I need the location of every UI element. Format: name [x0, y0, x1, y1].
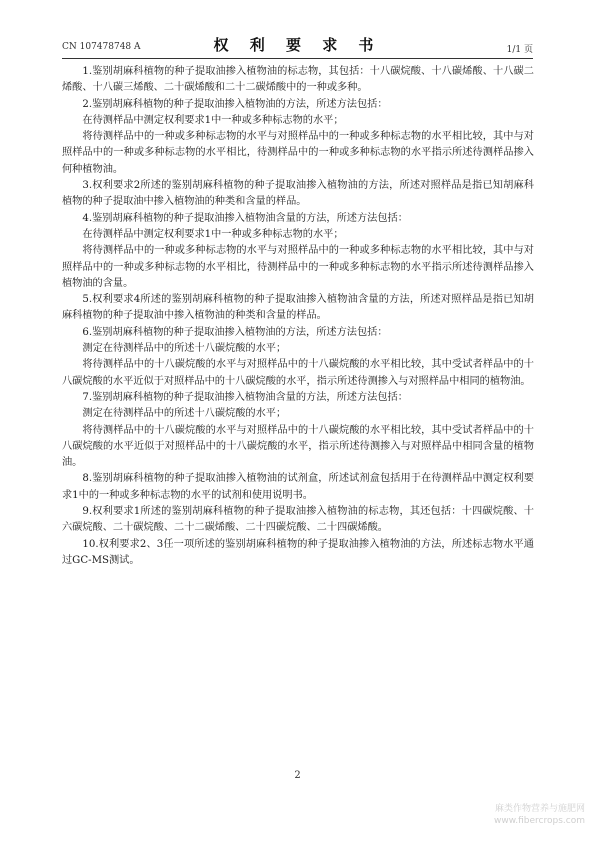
claim-paragraph: 10.权利要求2、3任一项所述的鉴别胡麻科植物的种子提取油掺入植物油的方法，所述标志物水平通过GC-MS测试。: [62, 538, 534, 566]
publication-number: CN 107478748 A: [62, 42, 141, 52]
claim-paragraph: 测定在待测样品中的所述十八碳烷酸的水平；: [82, 343, 287, 355]
claim-paragraph: 在待测样品中测定权利要求1中一种或多种标志物的水平；: [82, 228, 344, 240]
claim-paragraph: 将待测样品中的一种或多种标志物的水平与对照样品中的一种或多种标志物的水平相比较，其中与对照样品中的一种或多种标志物的水平相比，待测样品中的一种或多种标志物的水平指示所述待测样品掺入何种植物油。: [62, 131, 534, 175]
page-number: 2: [294, 770, 301, 781]
claim-paragraph: 2.鉴别胡麻科植物的种子提取油掺入植物油的方法，所述方法包括：: [82, 98, 388, 110]
site-watermark: [415, 803, 585, 827]
claim-paragraph: 将待测样品中的十八碳烷酸的水平与对照样品中的十八碳烷酸的水平相比较，其中受试者样品中的十八碳烷酸的水平近似于对照样品中的十八碳烷酸的水平，指示所述待测掺入与对照样品中相同的植物油。: [62, 359, 534, 387]
watermark-site-name: 麻类作物营养与施肥网: [494, 804, 585, 814]
claim-paragraph: 5.权利要求4所述的鉴别胡麻科植物的种子提取油掺入植物油含量的方法，所述对照样品是指已知胡麻科植物的种子提取油中掺入植物油的种类和含量的样品。: [62, 294, 534, 322]
claim-paragraph: 7.鉴别胡麻科植物的种子提取油掺入植物油含量的方法，所述方法包括：: [82, 391, 408, 403]
watermark-url: www.fibercrops.com: [494, 816, 585, 826]
page-title: 权 利 要 求 书: [213, 36, 382, 54]
header-divider: [62, 58, 533, 59]
claim-paragraph: 在待测样品中测定权利要求1中一种或多种标志物的水平；: [82, 114, 344, 126]
page-indicator: 1/1 页: [506, 45, 533, 55]
claims-body: [62, 64, 534, 569]
claim-paragraph: 3.权利要求2所述的鉴别胡麻科植物的种子提取油掺入植物油的方法，所述对照样品是指已知胡麻科植物的种子提取油中掺入植物油的种类和含量的样品。: [62, 180, 534, 208]
claim-paragraph: 6.鉴别胡麻科植物的种子提取油掺入植物油的方法，所述方法包括：: [82, 326, 388, 338]
claim-paragraph: 测定在待测样品中的所述十八碳烷酸的水平；: [82, 408, 287, 420]
claim-paragraph: 8.鉴别胡麻科植物的种子提取油掺入植物油的试剂盒，所述试剂盒包括用于在待测样品中测定权利要求1中的一种或多种标志物的水平的试剂和使用说明书。: [62, 473, 534, 501]
claim-paragraph: 9.权利要求1所述的鉴别胡麻科植物的种子提取油掺入植物油的标志物，其还包括：十四碳烷酸、十六碳烷酸、二十碳烷酸、二十二碳烯酸、二十四碳烷酸、二十四碳烯酸。: [62, 506, 534, 534]
document-header: [62, 32, 533, 58]
claim-paragraph: 1.鉴别胡麻科植物的种子提取油掺入植物油的标志物，其包括：十八碳烷酸、十八碳烯酸、十八碳二烯酸、十八碳三烯酸、二十碳烯酸和二十二碳烯酸中的一种或多种。: [62, 66, 534, 94]
claim-paragraph: 将待测样品中的一种或多种标志物的水平与对照样品中的一种或多种标志物的水平相比较，其中与对照样品中的一种或多种标志物的水平相比，待测样品中的一种或多种标志物的水平指示所述待测样品掺入植物油的含量。: [62, 245, 534, 289]
claim-paragraph: 将待测样品中的十八碳烷酸的水平与对照样品中的十八碳烷酸的水平相比较，其中受试者样品中的十八碳烷酸的水平近似于对照样品中的十八碳烷酸的水平，指示所述待测掺入与对照样品中相同含量的植物油。: [62, 424, 534, 469]
claim-paragraph: 4.鉴别胡麻科植物的种子提取油掺入植物油含量的方法，所述方法包括：: [82, 212, 408, 224]
